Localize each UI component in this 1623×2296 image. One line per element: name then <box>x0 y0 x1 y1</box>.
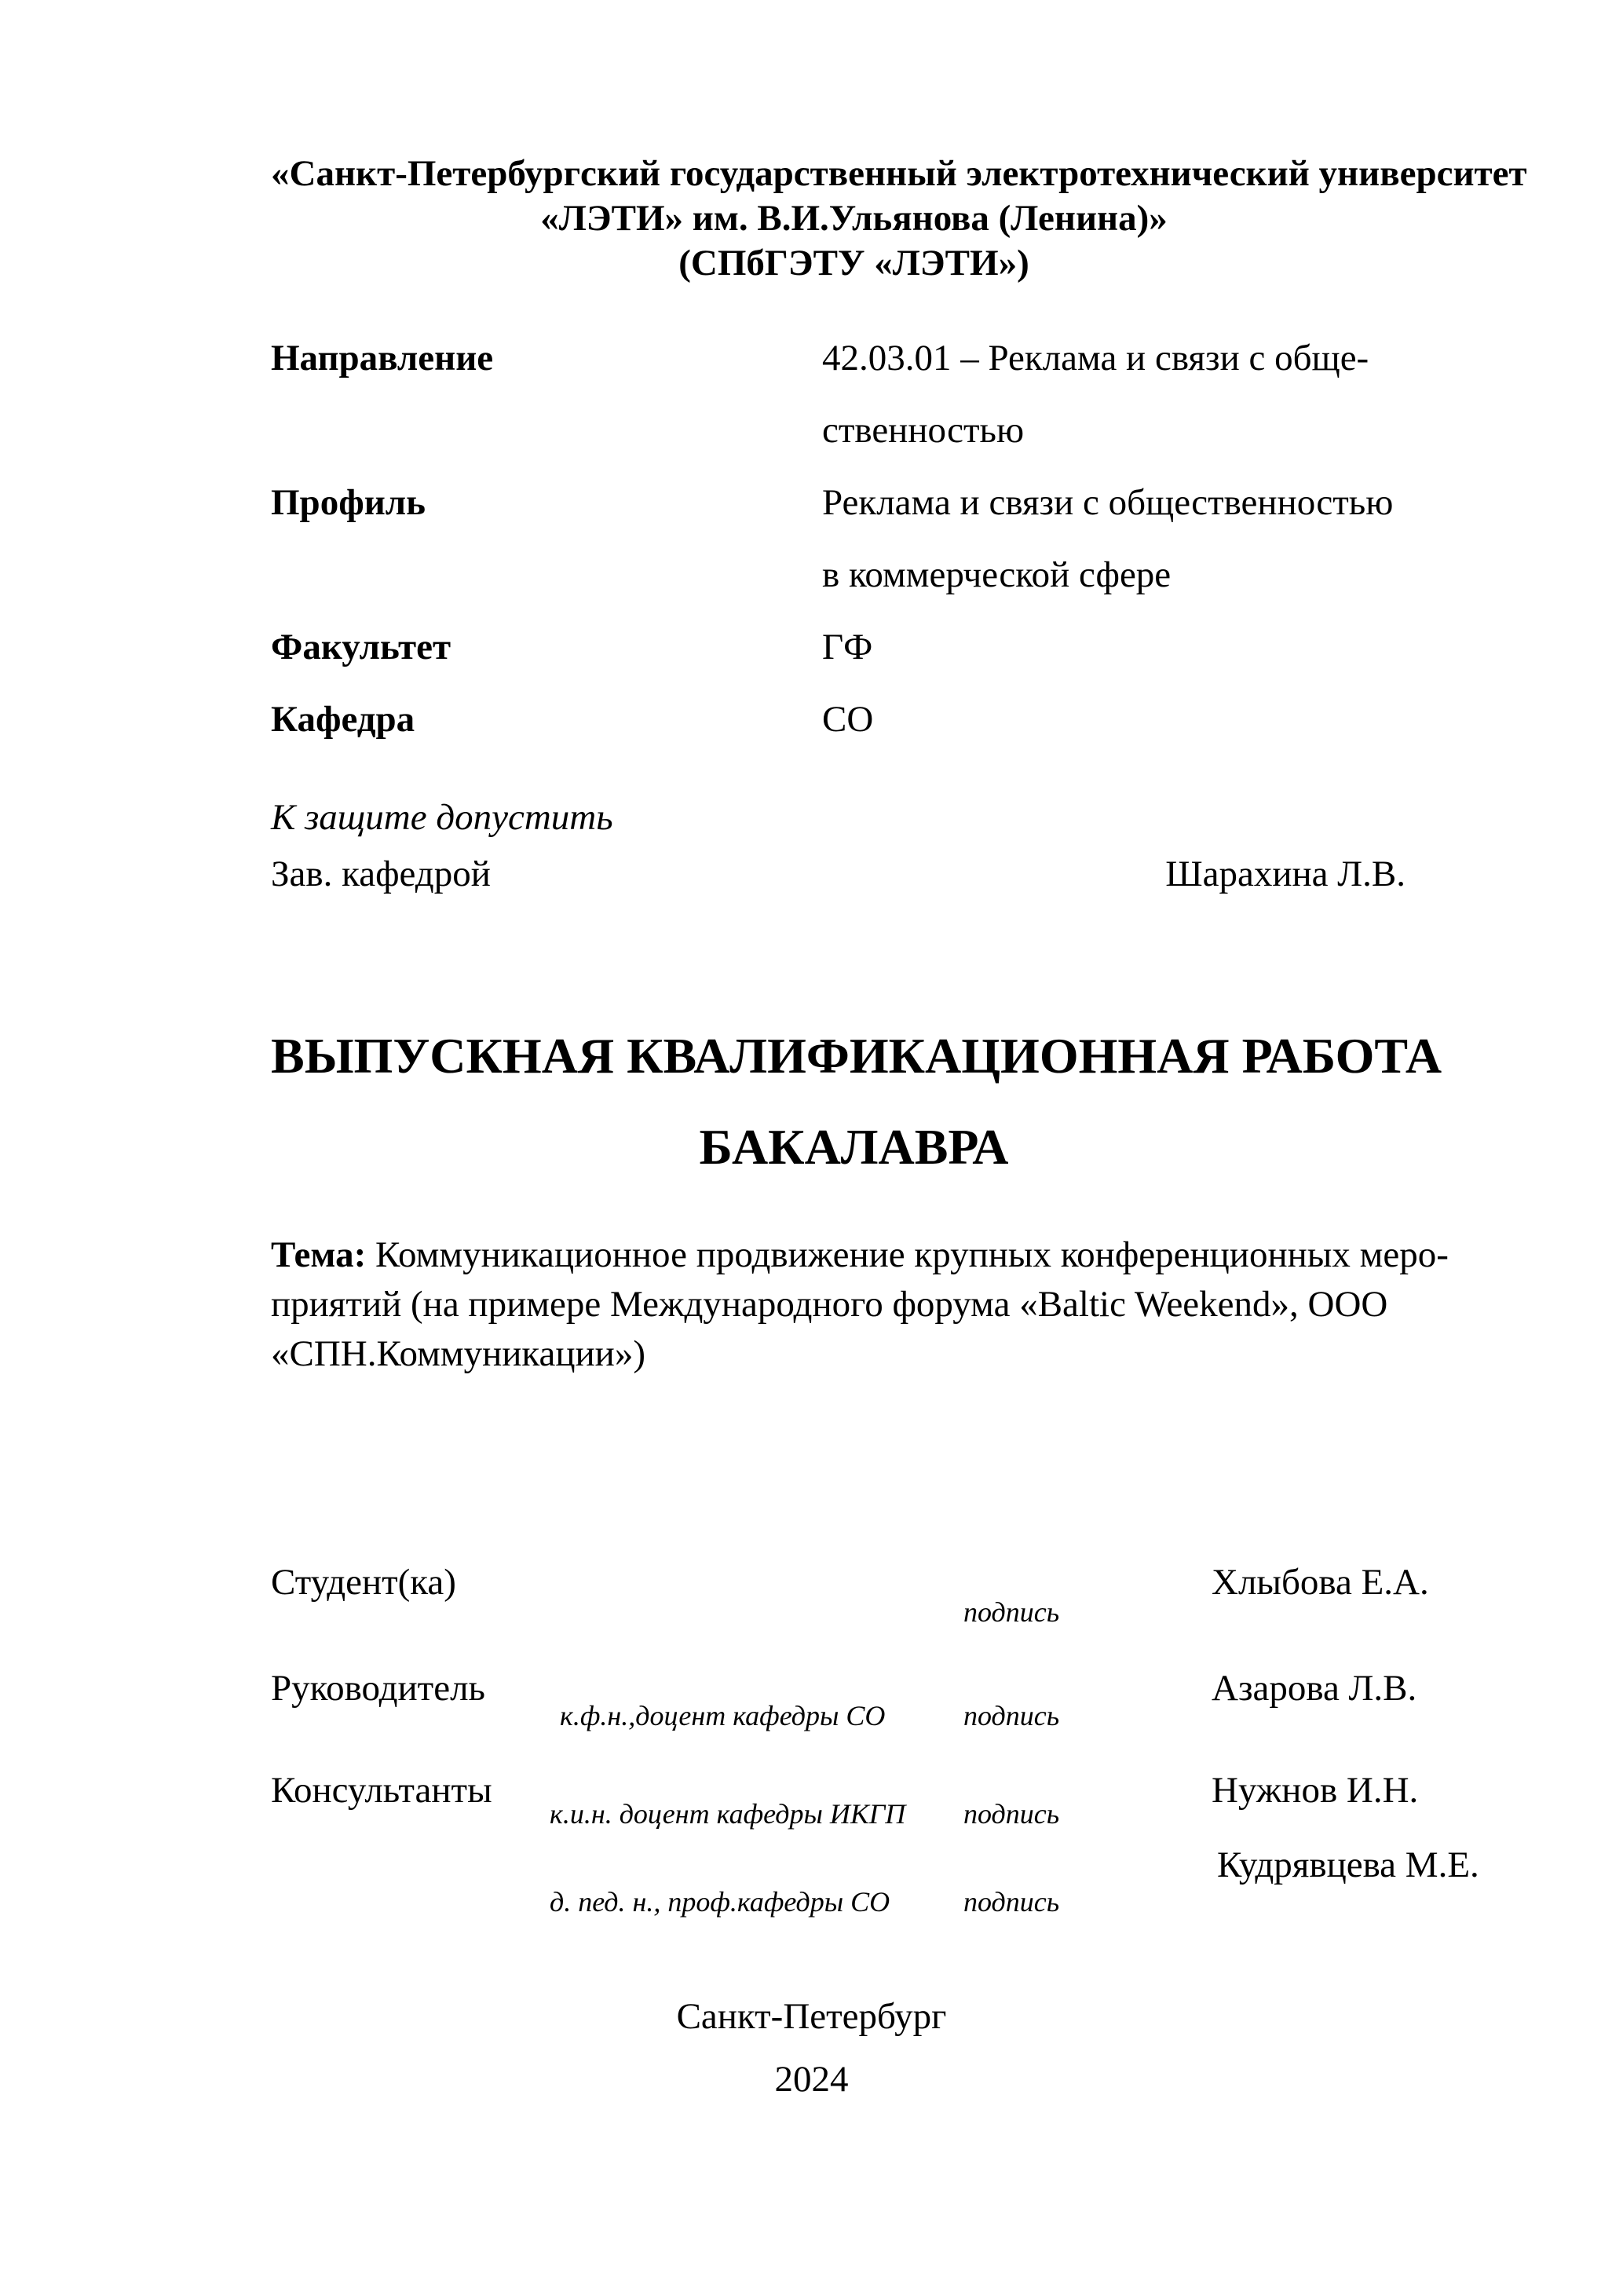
signature-sign-label: подпись <box>963 1798 1060 1830</box>
signature-qualification: д. пед. н., проф.кафедры СО <box>550 1886 890 1918</box>
signature-role-supervisor: Руководитель <box>271 1668 485 1709</box>
field-row-direction <box>271 322 1464 466</box>
university-header-line: (СПбГЭТУ «ЛЭТИ») <box>678 243 1029 283</box>
admission-name: Шарахина Л.В. <box>1165 854 1406 894</box>
signature-name-student: Хлыбова Е.А. <box>1212 1562 1429 1603</box>
admission-block <box>271 789 1437 902</box>
program-fields <box>271 322 1464 755</box>
signature-name-supervisor: Азарова Л.В. <box>1212 1668 1417 1709</box>
footer <box>0 1985 1623 2111</box>
field-value-line: ГФ <box>822 627 873 667</box>
theme-line: «СПН.Коммуникации») <box>271 1333 645 1374</box>
field-row-faculty <box>271 611 1464 683</box>
field-row-profile <box>271 466 1464 611</box>
field-value-line: 42.03.01 – Реклама и связи с обще- <box>822 338 1369 378</box>
footer-year: 2024 <box>774 2059 849 2100</box>
field-value-line: ственностью <box>822 410 1025 451</box>
signature-name-consultant-1: Нужнов И.Н. <box>1212 1770 1419 1811</box>
admission-role: Зав. кафедрой <box>271 854 491 894</box>
admission-row <box>271 846 1437 902</box>
theme-line <box>271 1230 1464 1280</box>
theme-paragraph <box>271 1230 1464 1379</box>
university-header-line: «Санкт-Петербургский государственный электротехнический университет <box>271 153 1527 194</box>
signature-sign-label: подпись <box>963 1596 1060 1628</box>
signature-sign-label: подпись <box>963 1700 1060 1731</box>
theme-line: приятий (на примере Международного форума «Baltic Weekend», ООО <box>271 1284 1388 1325</box>
signature-qualification: к.ф.н.,доцент кафедры СО <box>560 1700 886 1731</box>
theme-text: Коммуникационное продвижение крупных конференционных меро- <box>375 1234 1449 1275</box>
signature-role-student: Студент(ка) <box>271 1562 456 1603</box>
university-header-line: «ЛЭТИ» им. В.И.Ульянова (Ленина)» <box>540 198 1168 239</box>
field-row-department <box>271 683 1464 755</box>
field-label: Направление <box>271 338 494 378</box>
main-title-line: ВЫПУСКНАЯ КВАЛИФИКАЦИОННАЯ РАБОТА <box>271 1028 1442 1084</box>
main-title-line: БАКАЛАВРА <box>699 1119 1009 1175</box>
signature-role-consultants: Консультанты <box>271 1770 492 1811</box>
signature-name-consultant-2: Кудрявцева М.Е. <box>1217 1844 1479 1885</box>
signature-sign-label: подпись <box>963 1886 1060 1918</box>
field-label: Профиль <box>271 482 426 523</box>
field-value <box>822 611 872 683</box>
main-title <box>271 1011 1442 1193</box>
field-value-line: СО <box>822 699 874 740</box>
theme-label: Тема: <box>271 1234 367 1275</box>
admission-note: К защите допустить <box>271 797 613 838</box>
field-label: Кафедра <box>271 699 415 740</box>
field-value <box>822 322 1369 466</box>
field-label: Факультет <box>271 627 451 667</box>
field-value <box>822 683 873 755</box>
university-header <box>271 152 1527 286</box>
signature-qualification: к.и.н. доцент кафедры ИКГП <box>550 1798 906 1830</box>
field-value-line: Реклама и связи с общественностью <box>822 482 1394 523</box>
footer-city: Санкт-Петербург <box>676 1996 947 2037</box>
field-value-line: в коммерческой сфере <box>822 554 1172 595</box>
field-value <box>822 466 1393 611</box>
